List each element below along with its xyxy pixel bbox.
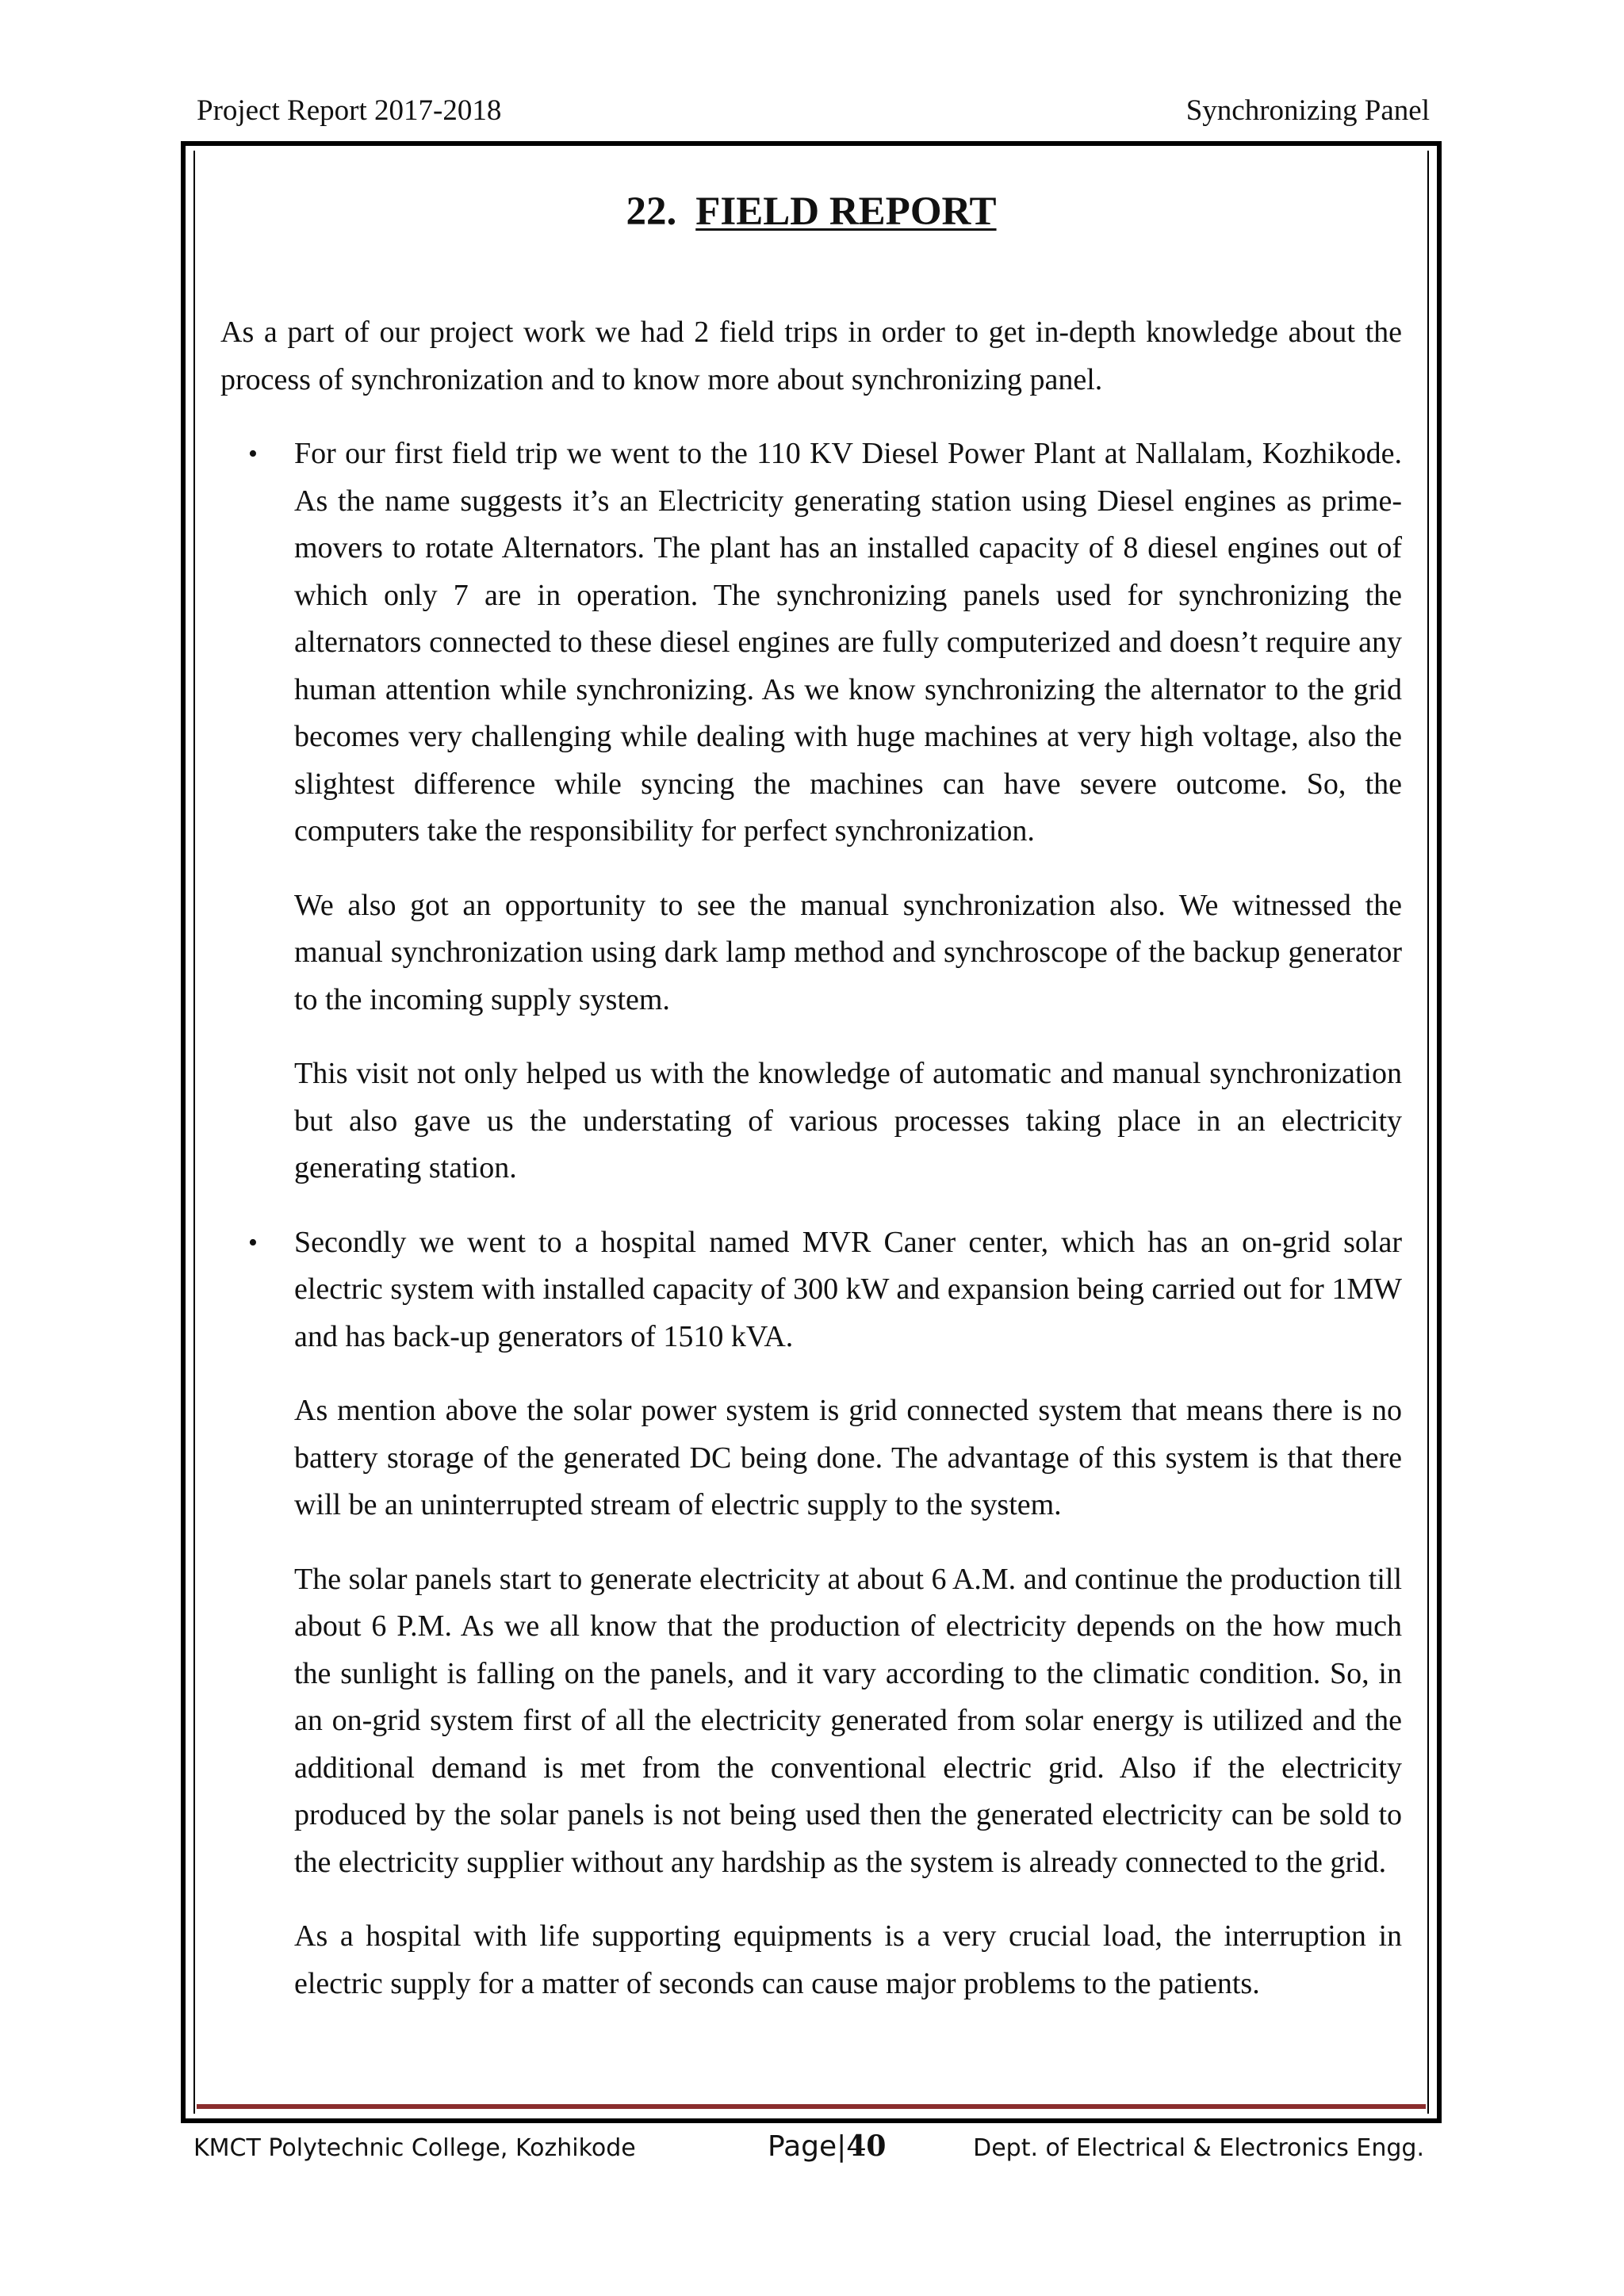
section-number: 22. <box>626 189 677 234</box>
trip1-paragraph: For our first field trip we went to the 110 KV Diesel Power Plant at Nallalam, Kozhikode. As the name suggests it’s an Electricity generating station using Diesel engines as prime-movers to rotate Alternators. The plant has an installed capacity of 8 diesel engines out of which only 7 are in operation. The synchronizing panels used for synchronizing the alternators connected to these diesel engines are fully computerized and doesn’t require any human attention while synchronizing. As we know synchronizing the alternator to the grid becomes very challenging while dealing with huge machines at very high voltage, also the slightest difference while syncing the machines can have severe outcome. So, the computers take the responsibility for perfect synchronization. <box>294 437 1402 848</box>
footer-department: Dept. of Electrical & Electronics Engg. <box>973 2134 1424 2162</box>
bullet-icon: • <box>248 439 258 469</box>
intro-paragraph: As a part of our project work we had 2 field trips in order to get in-depth knowledge about the process of synchronization and to know more about synchronizing panel. <box>220 316 1402 396</box>
page-content <box>220 189 1402 2007</box>
page-number: 40 <box>846 2130 887 2163</box>
trip1-manual-paragraph: We also got an opportunity to see the manual synchronization also. We witnessed the manual synchronization using dark lamp method and synchroscope of the backup generator to the incoming supply system. <box>294 888 1402 1016</box>
page-title <box>220 189 1402 244</box>
trip2-hospital-paragraph: As a hospital with life supporting equipments is a very crucial load, the interruption in electric supply for a matter of seconds can cause major problems to the patients. <box>294 1919 1402 2000</box>
trip2-panels-paragraph: The solar panels start to generate electricity at about 6 A.M. and continue the production till about 6 P.M. As we all know that the production of electricity depends on the how much the sunlight is falling on the panels, and it vary according to the climatic condition. So, in an on-grid system first of all the electricity generated from solar energy is utilized and the additional demand is met from the conventional electric grid. Also if the electricity produced by the solar panels is not being used then the generated electricity can be sold to the electricity supplier without any hardship as the system is already connected to the grid. <box>294 1562 1402 1879</box>
footer-college: KMCT Polytechnic College, Kozhikode <box>193 2134 636 2162</box>
trip1-visit-paragraph: This visit not only helped us with the knowledge of automatic and manual synchronization but also gave us the understating of various processes taking place in an electricity generating station. <box>294 1057 1402 1184</box>
trip2-grid-paragraph: As mention above the solar power system is grid connected system that means there is no battery storage of the generated DC being done. The advantage of this system is that there will be an uninterrupted stream of electric supply to the system. <box>294 1394 1402 1521</box>
bullet-item-trip2 <box>248 1219 1402 1361</box>
section-title: FIELD REPORT <box>695 189 997 234</box>
header-report-title: Project Report 2017-2018 <box>197 94 502 127</box>
bullet-icon: • <box>248 1227 258 1257</box>
footer-page-label: Page| <box>768 2130 847 2163</box>
bullet-item-trip1 <box>248 430 1402 855</box>
header-section-title: Synchronizing Panel <box>1185 94 1430 127</box>
footer-page-number <box>768 2130 886 2163</box>
trip2-paragraph: Secondly we went to a hospital named MVR Caner center, which has an on-grid solar electric system with installed capacity of 300 kW and expansion being carried out for 1MW and has back-up generators of 1510 kVA. <box>294 1225 1402 1353</box>
footer-rule <box>197 2104 1426 2109</box>
